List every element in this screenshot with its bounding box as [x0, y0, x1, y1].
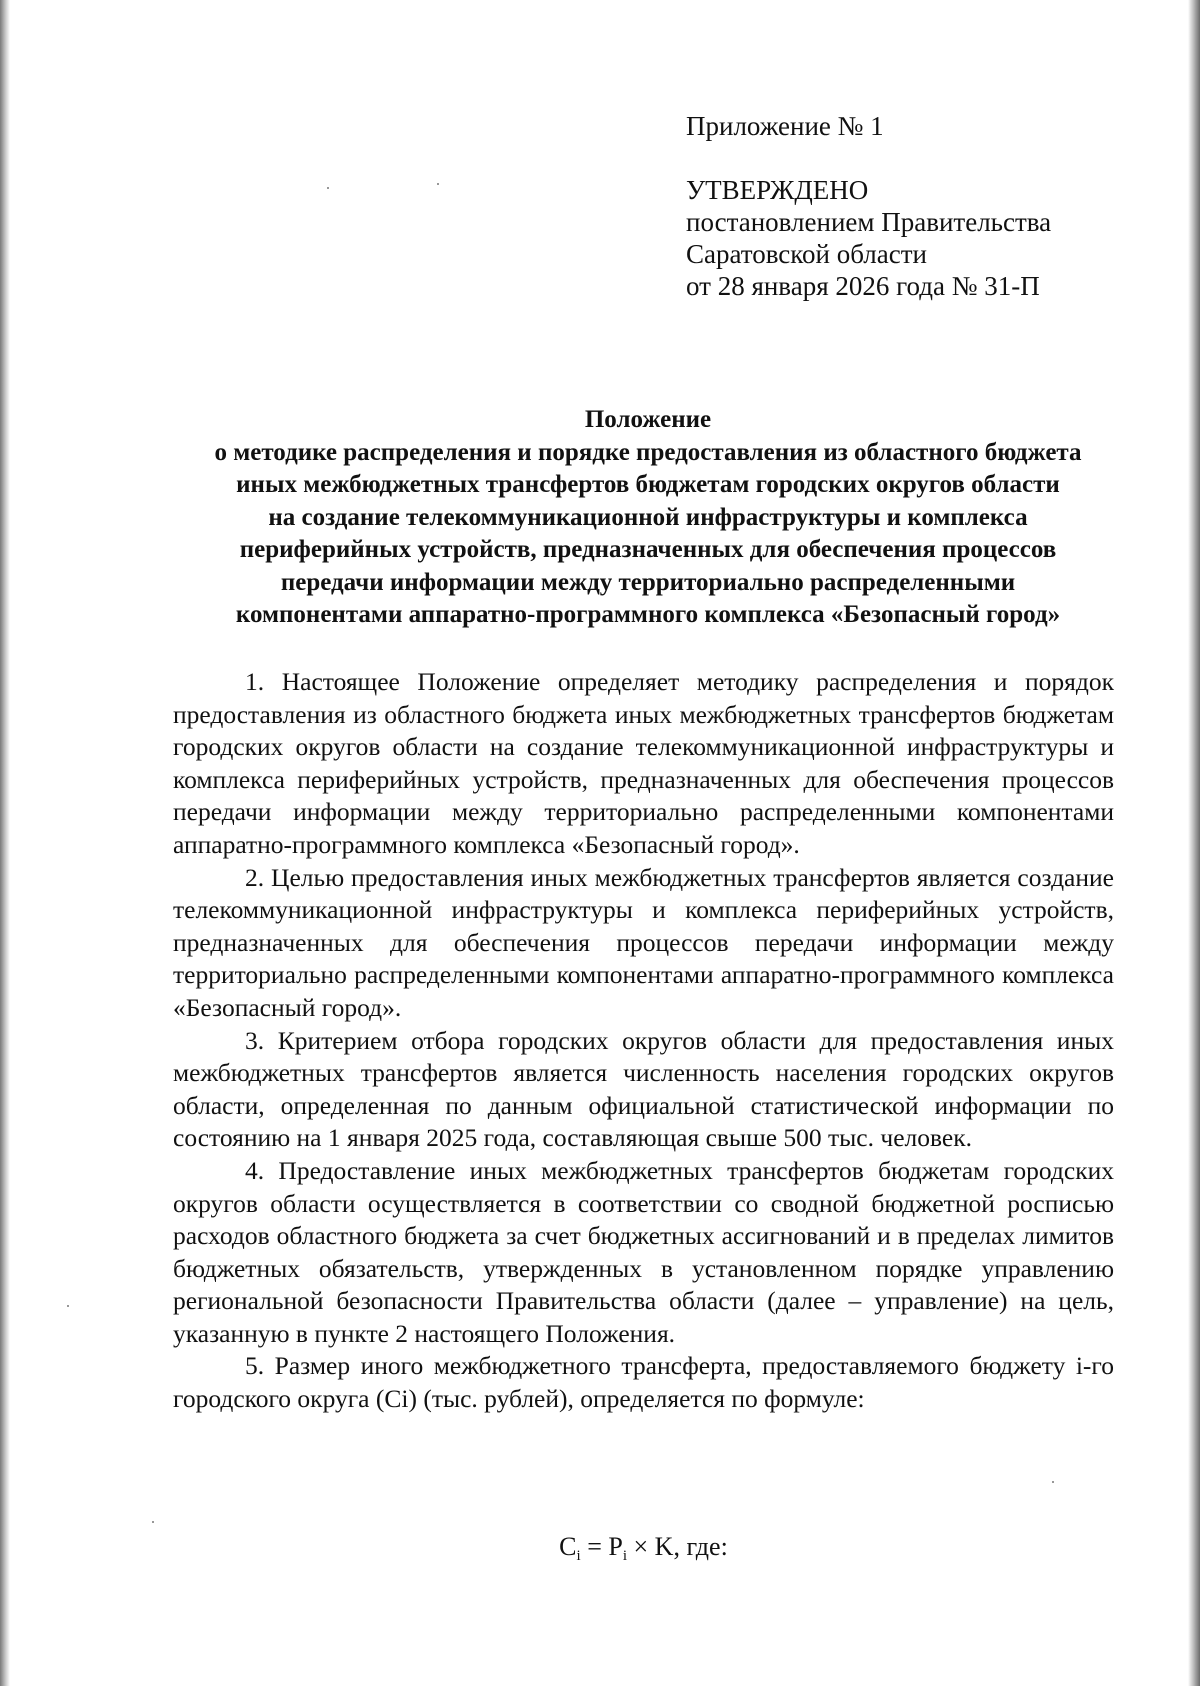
scan-speck: [1052, 1481, 1054, 1483]
formula-p: P: [608, 1532, 623, 1561]
approved-by-line: постановлением Правительства: [686, 207, 1052, 237]
title-line: на создание телекоммуникационной инфраструктуры и комплекса: [268, 503, 1028, 531]
approval-block: [686, 110, 1156, 302]
title-line: о методике распределения и порядке предоставления из областного бюджета: [214, 438, 1082, 466]
formula-sub-p: i: [622, 1548, 627, 1564]
title-line: иных межбюджетных трансфертов бюджетам городских округов области: [236, 471, 1060, 498]
scan-speck: [437, 183, 439, 185]
approved-by-line: Саратовской области: [686, 239, 927, 269]
title-line: периферийных устройств, предназначенных для обеспечения процессов: [239, 536, 1057, 563]
appendix-label: Приложение № 1: [686, 111, 884, 141]
paragraph-4: 4. Предоставление иных межбюджетных трансфертов бюджетам городских округов области осуществляется в соответствии со сводной бюджетной росписью расходов областного бюджета за счет бюджетных ассигнований и в пределах лимитов бюджетных обязательств, утвержденных в установленном порядке управлению региональной безопасности Правительства области (далее – управление) на цель, указанную в пункте 2 настоящего Положения.: [173, 1155, 1114, 1348]
document-title: [168, 404, 1128, 632]
paragraph-2: 2. Целью предоставления иных межбюджетных трансфертов является создание телекоммуникационной инфраструктуры и комплекса периферийных устройств, предназначенных для обеспечения процессов передачи информации между территориально распределенными компонентами аппаратно-программного комплекса «Безопасный город».: [173, 862, 1114, 1022]
paragraph-5: 5. Размер иного межбюджетного трансферта, предоставляемого бюджету i-го городского округа (Ci) (тыс. рублей), определяется по формуле:: [173, 1351, 1114, 1414]
scan-speck: [327, 187, 329, 189]
scan-speck: [152, 1521, 154, 1523]
approved-by-line: от 28 января 2026 года № 31-П: [686, 271, 1040, 301]
formula-c: C: [559, 1532, 577, 1561]
scan-edge-left: [0, 0, 10, 1686]
scan-edge-right: [1188, 0, 1200, 1686]
formula-rest: × K, где:: [627, 1532, 728, 1561]
title-line: компонентами аппаратно-программного комплекса «Безопасный город»: [235, 601, 1061, 628]
title-heading: Положение: [584, 406, 712, 433]
paragraph-3: 3. Критерием отбора городских округов области для предоставления иных межбюджетных трансфертов является численность населения городских округов области, определенная по данным официальной статистической информации по состоянию на 1 января 2025 года, составляющая свыше 500 тыс. человек.: [173, 1025, 1114, 1153]
formula-sub-c: i: [576, 1548, 581, 1564]
formula-equals: =: [580, 1532, 609, 1561]
approved-stamp: УТВЕРЖДЕНО: [686, 175, 869, 205]
document-body: [173, 666, 1114, 1416]
formula: [173, 1531, 1114, 1572]
scan-speck: [67, 1305, 69, 1307]
paragraph-1: 1. Настоящее Положение определяет методику распределения и порядок предоставления из областного бюджета иных межбюджетных трансфертов бюджетам городских округов области на создание телекоммуникационной инфраструктуры и комплекса периферийных устройств, предназначенных для обеспечения процессов передачи информации между территориально распределенными компонентами аппаратно-программного комплекса «Безопасный город».: [173, 667, 1114, 859]
title-line: передачи информации между территориально распределенными: [280, 568, 1016, 596]
